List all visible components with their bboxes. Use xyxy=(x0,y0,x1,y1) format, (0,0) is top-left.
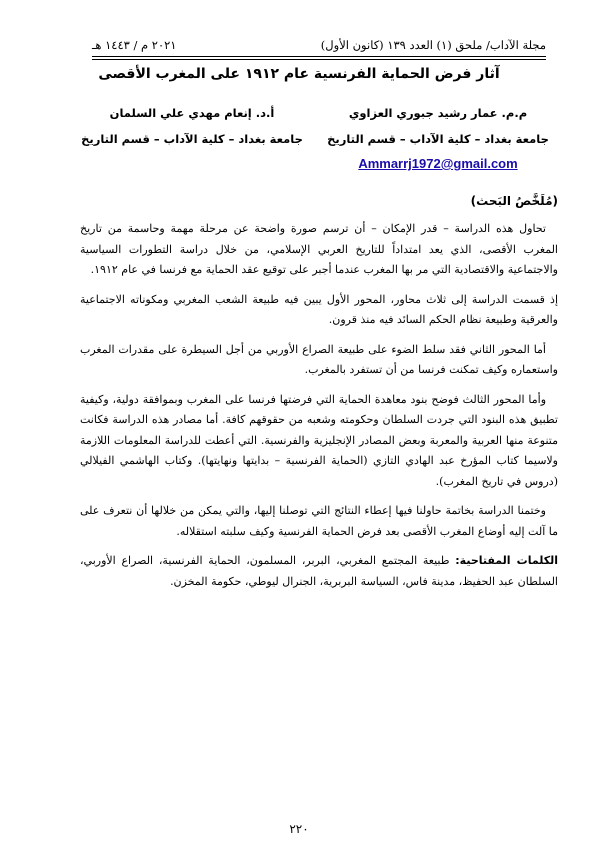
abstract-paragraph: وأما المحور الثالث فوضح بنود معاهدة الحماية التي فرضتها فرنسا على المغرب وبموافقة دولية، وكيفية تطبيق هذه البنود التي جردت السلطان وحكومته وشعبه من حقوقهم كافة. أما مصادر هذه الدراسة فكانت متنوعة منها العربية والمعربة وبعض المصادر الإنجليزية والفرنسية. التي أعطت للدراسة المعلومات اللازمة ولاسيما كتاب المؤرخ عبد الهادي التازي (الحماية الفرنسية – بدايتها ونهايتها). وكتاب الهاشمي الفيلالي (دروس في تاريخ المغرب). xyxy=(80,392,558,488)
abstract-body xyxy=(80,219,558,601)
keywords-text: طبيعة المجتمع المغربي، البربر، المسلمون، الحماية الفرنسية، الصراع الأوربي، السلطان عبد الحفيظ، مدينة فاس، السياسة البربرية، الجنرال ليوطي، حكومة المخزن. xyxy=(80,554,558,588)
abstract-heading: (مُلَخَّصُ البَحث) xyxy=(470,194,558,208)
abstract-paragraph: أما المحور الثاني فقد سلط الضوء على طبيعة الصراع الأوربي من أجل السيطرة على مقدرات المغرب واستعماره وكيف تمكنت فرنسا من أن تستفرد بالمغرب. xyxy=(80,342,558,376)
abstract-paragraph: إذ قسمت الدراسة إلى ثلاث محاور، المحور الأول يبين فيه طبيعة الشعب المغربي ومكوناته الاجتماعية والعرقية وطبيعة نظام الحكم السائد فيه منذ قرون. xyxy=(80,292,558,326)
journal-info: مجلة الآداب/ ملحق (١) العدد ١٣٩ (كانون الأول) xyxy=(320,38,546,52)
paper-title: آثار فرض الحماية الفرنسية عام ١٩١٢ على المغرب الأقصى xyxy=(98,66,500,82)
author-second xyxy=(72,106,312,146)
author-affiliation: جامعة بغداد – كلية الآداب – قسم التاريخ xyxy=(327,132,549,146)
page-number: ٢٢٠ xyxy=(289,822,309,836)
running-header xyxy=(92,38,546,52)
author-affiliation: جامعة بغداد – كلية الآداب – قسم التاريخ xyxy=(81,132,303,146)
author-name: م.م. عمار رشيد جبوري العزاوي xyxy=(348,106,528,120)
email-link[interactable]: Ammarrj1972@gmail.com xyxy=(358,156,518,171)
keywords-label: الكلمات المفتاحية: xyxy=(455,554,558,567)
issue-date: ٢٠٢١ م / ١٤٤٣ هـ xyxy=(92,38,177,52)
keywords-paragraph xyxy=(80,551,558,592)
author-name: أ.د. إنعام مهدي علي السلمان xyxy=(109,106,275,120)
header-rule xyxy=(92,56,546,60)
abstract-paragraph: وختمنا الدراسة بخاتمة حاولنا فيها إعطاء النتائج التي توصلنا إليها، والتي يمكن من خلالها أن نتعرف على ما آلت إليه أوضاع المغرب الأقصى بعد فرض الحماية الفرنسية وكيف سلبته استقلاله. xyxy=(80,504,558,538)
author-first xyxy=(308,106,568,146)
abstract-paragraph: تحاول هذه الدراسة – قدر الإمكان – أن ترسم صورة واضحة عن مرحلة مهمة وحاسمة من تاريخ المغرب الأقصى، الذي يعد امتداداً للتاريخ العربي الإسلامي، من خلال دراسة التطورات السياسية والاجتماعية والاقتصادية التي مر بها المغرب عندما أجبر على توقيع عقد الحماية مع فرنسا في عام ١٩١٢. xyxy=(80,222,558,276)
